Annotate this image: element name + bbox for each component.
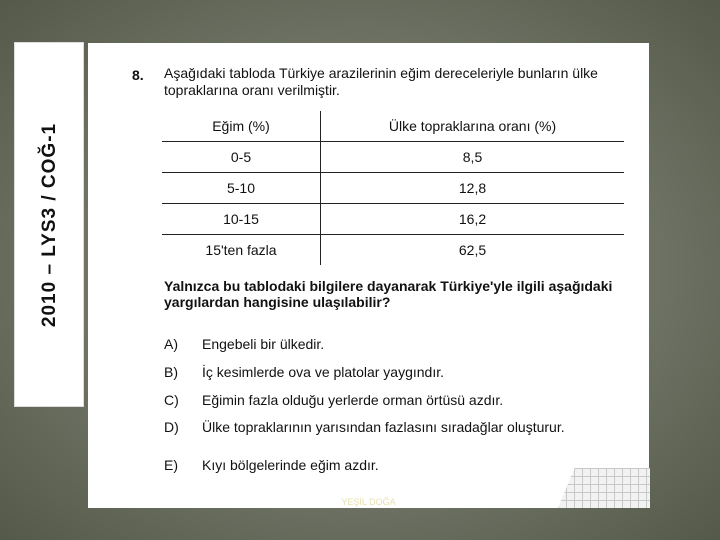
table-header-row [162, 111, 624, 142]
table-row [162, 173, 624, 204]
footer-watermark: YEŞİL DOĞA [341, 497, 396, 507]
header-slope: Eğim (%) [162, 111, 321, 142]
option-text: İç kesimlerde ova ve platolar yaygındır. [202, 364, 445, 380]
option-letter: E) [164, 457, 178, 473]
option-letter: A) [164, 336, 178, 352]
ratio-cell: 12,8 [321, 173, 625, 204]
ratio-cell: 62,5 [321, 235, 625, 266]
option-text: Ülke topraklarının yarısından fazlasını sıradağlar oluşturur. [202, 419, 565, 435]
question-number: 8. [132, 67, 144, 83]
exam-label-box [14, 42, 84, 407]
slope-table [162, 111, 624, 265]
option-text: Eğimin fazla olduğu yerlerde orman örtüsü azdır. [202, 392, 504, 408]
question-text: Aşağıdaki tabloda Türkiye arazilerinin eğim dereceleriyle bunların ülke topraklarına oranı verilmiştir. [164, 65, 598, 98]
option-letter: D) [164, 419, 179, 435]
table-row [162, 142, 624, 173]
ratio-cell: 16,2 [321, 204, 625, 235]
option-text: Engebeli bir ülkedir. [202, 336, 325, 352]
table-row [162, 204, 624, 235]
header-ratio: Ülke topraklarına oranı (%) [321, 111, 625, 142]
exam-label: 2010 – LYS3 / COĞ-1 [39, 122, 60, 328]
slope-cell: 5-10 [162, 173, 321, 204]
slope-cell: 0-5 [162, 142, 321, 173]
slope-cell: 10-15 [162, 204, 321, 235]
ratio-cell: 8,5 [321, 142, 625, 173]
option-text: Kıyı bölgelerinde eğim azdır. [202, 457, 379, 473]
slope-cell: 15'ten fazla [162, 235, 321, 266]
question-prompt: Yalnızca bu tablodaki bilgilere dayanarak Türkiye'yle ilgili aşağıdaki yargılardan hangisine ulaşılabilir? [164, 278, 613, 310]
option-letter: B) [164, 364, 178, 380]
option-letter: C) [164, 392, 179, 408]
question-sheet [88, 43, 649, 508]
table-row [162, 235, 624, 266]
